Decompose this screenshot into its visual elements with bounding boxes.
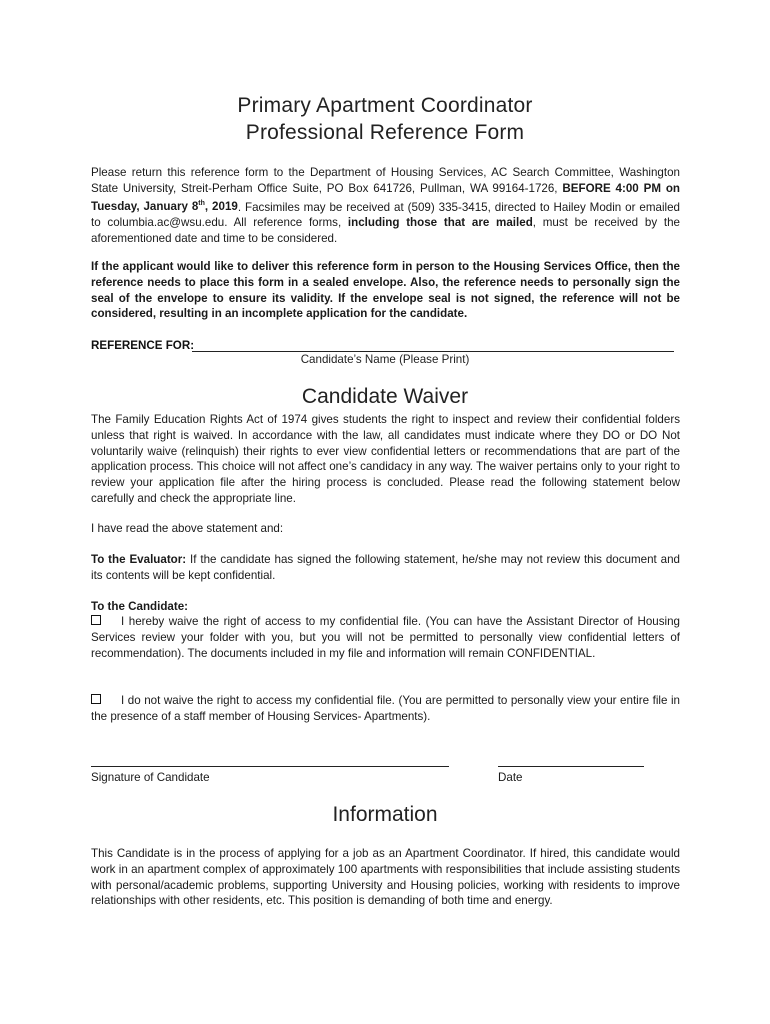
evaluator-label: To the Evaluator:	[91, 553, 187, 566]
intro-emphasis: including those that are mailed	[347, 216, 533, 230]
delivery-notice: If the applicant would like to deliver this reference form in person to the Housing Services Office, then the reference needs to place this form in a sealed envelope. Also, the reference needs to personally sign the seal of the envelope to ensure its validity. If the envelope seal is not signed, the reference will not be considered, resulting in an incomplete application for the candidate.	[91, 260, 680, 321]
waive-option-text: I hereby waive the right of access to my confidential file. (You can have the Assistant Director of Housing Services review your folder with you, but you will not be permitted to personally view confidential letters of recommendation). The documents included in my file and information will remain CONFIDENTIAL.	[91, 615, 680, 660]
deadline-after: , 2019	[204, 200, 238, 214]
candidate-waiver-heading: Candidate Waiver	[301, 385, 469, 408]
date-line[interactable]	[498, 766, 644, 767]
evaluator-paragraph	[91, 552, 680, 584]
waive-checkbox[interactable]	[91, 615, 101, 625]
no-waive-option-text: I do not waive the right to access my confidential file. (You are permitted to personally view your entire file in the presence of a staff member of Housing Services- Apartments).	[91, 694, 680, 723]
candidate-name-line[interactable]	[192, 351, 674, 352]
waiver-body: The Family Education Rights Act of 1974 gives students the right to inspect and review their confidential folders unless that right is waived. In accordance with the law, all candidates must indicate where they DO or DO Not voluntarily waive (relinquish) their rights to ever view confidential letters or recommendations that are part of the application process. This choice will not affect one’s candidacy in any way. The waiver pertains only to your right to review your application file after the hiring process is concluded. Please read the following statement below carefully and check the appropriate line.	[91, 413, 680, 505]
deadline-superscript: th	[198, 200, 205, 208]
form-title-line-1: Primary Apartment Coordinator	[237, 94, 533, 117]
intro-text-1: Please return this reference form to the Department of Housing Services, AC Search Committee, Washington State University, Streit-Perham Office Suite, PO Box 641726, Pullman, WA 99164-1726,	[91, 166, 680, 195]
information-heading: Information	[332, 803, 438, 826]
intro-text-3: , must be received by the aforementioned date and time to be considered.	[91, 216, 680, 246]
candidate-name-caption: Candidate’s Name (Please Print)	[300, 353, 470, 366]
signature-label: Signature of Candidate	[91, 771, 210, 784]
candidate-label: To the Candidate:	[91, 600, 189, 613]
waive-option	[91, 614, 680, 661]
intro-text-2: . Facsimiles may be received at (509) 335-3415, directed to Hailey Modin or emailed to columbia.ac@wsu.edu. All reference forms,	[91, 200, 680, 230]
information-body: This Candidate is in the process of applying for a job as an Apartment Coordinator. If hired, this candidate would work in an apartment complex of approximately 100 apartments with responsibilities that include assisting students with personal/academic problems, supporting University and Housing policies, working with residents to improve relationships with other residents, etc. This position is demanding of both time and energy.	[91, 847, 680, 908]
deadline-before: BEFORE 4:00 PM on Tuesday, January 8	[91, 181, 681, 214]
no-waive-checkbox[interactable]	[91, 694, 101, 704]
intro-paragraph	[91, 165, 680, 247]
waiver-statement: I have read the above statement and:	[91, 522, 284, 535]
date-label: Date	[498, 771, 523, 784]
signature-line[interactable]	[91, 766, 449, 767]
reference-for-label: REFERENCE FOR:	[91, 339, 195, 352]
form-title-line-2: Professional Reference Form	[245, 121, 525, 144]
no-waive-option	[91, 693, 680, 725]
evaluator-text: If the candidate has signed the following statement, he/she may not review this document and its contents will be kept confidential.	[91, 553, 680, 582]
